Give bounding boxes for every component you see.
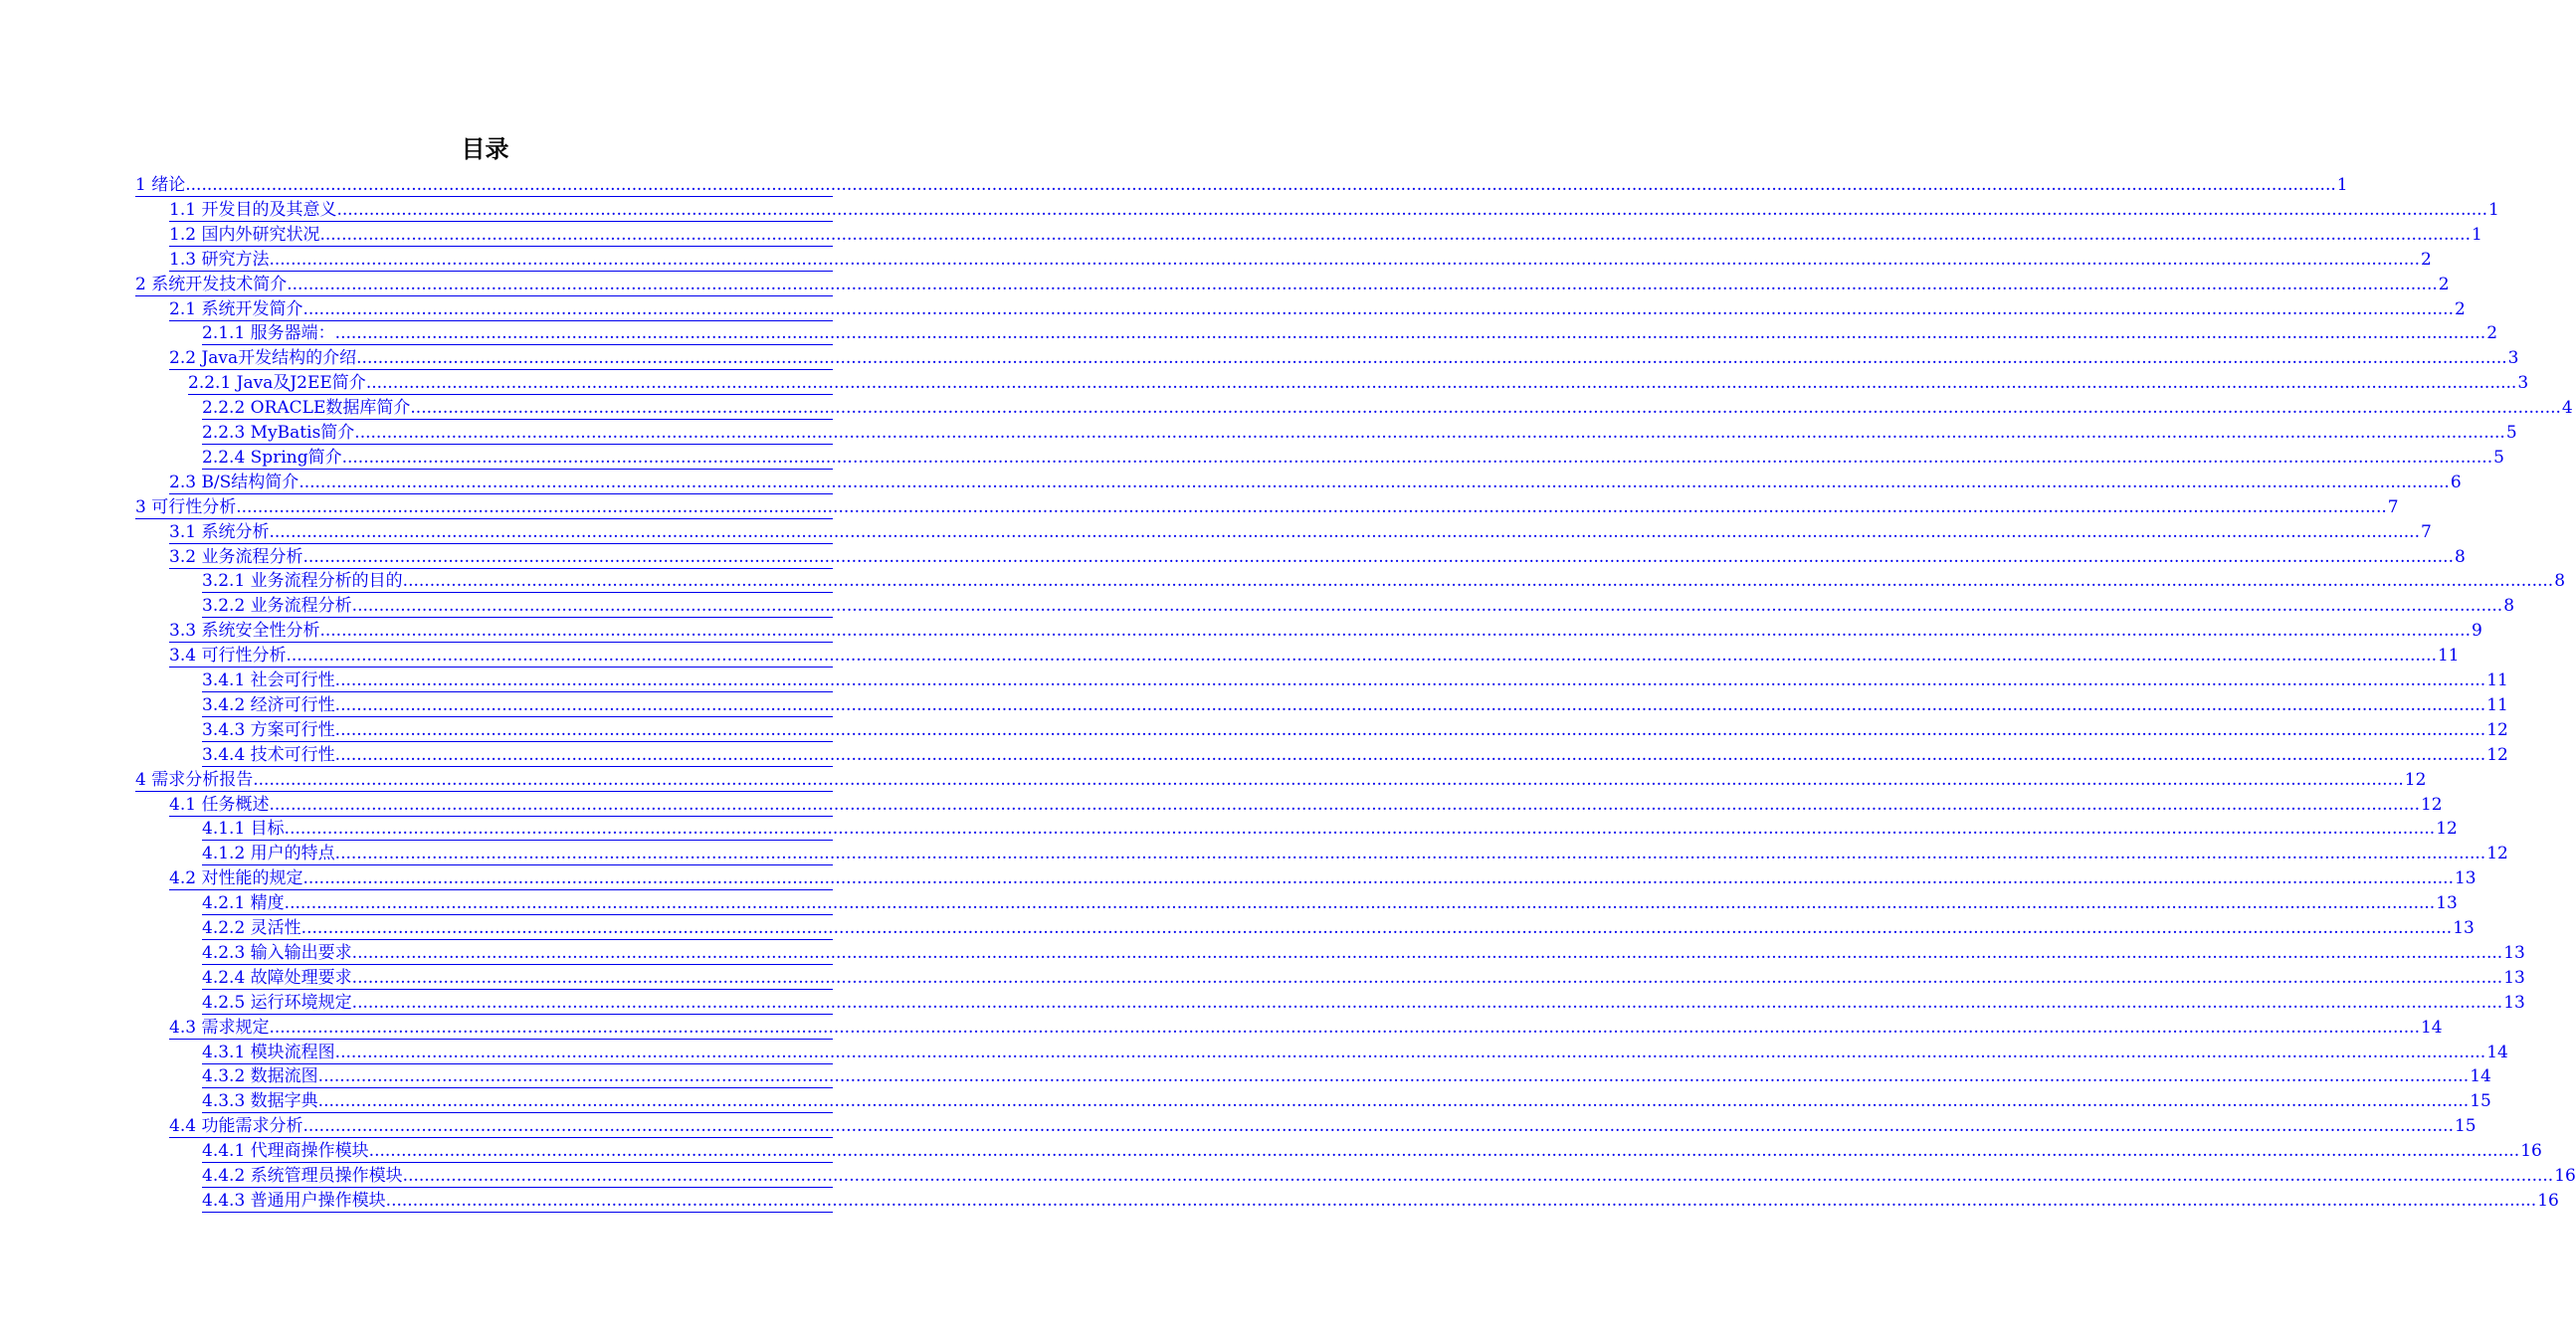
toc-entry[interactable] [169, 1015, 2443, 1040]
toc-entry-page-number: 13 [2503, 992, 2525, 1013]
toc-title: 目录 [461, 135, 509, 163]
toc-entry-leader: ................................................................................................................................................................................................................................................................................................................................................................................................................ [351, 967, 2503, 988]
toc-entry-page-number: 12 [2420, 794, 2443, 815]
toc-entry[interactable] [169, 519, 2432, 544]
toc-entry-leader: ................................................................................................................................................................................................................................................................................................................................................................................................................ [269, 521, 2420, 542]
toc-entry-label: 3.3 系统安全性分析 [169, 621, 320, 642]
toc-entry[interactable] [135, 272, 2450, 296]
toc-entry-label: 3.4.4 技术可行性 [202, 744, 335, 765]
toc-entry[interactable] [202, 717, 2508, 742]
toc-entry-page-number: 13 [2503, 967, 2525, 988]
toc-entry[interactable] [202, 1040, 2508, 1064]
toc-entry-leader: ................................................................................................................................................................................................................................................................................................................................................................................................................ [402, 1166, 2554, 1186]
toc-entry[interactable] [202, 445, 2504, 470]
toc-entry[interactable] [202, 965, 2525, 990]
toc-entry[interactable] [169, 865, 2477, 890]
toc-entry-label: 4.4.1 代理商操作模块 [202, 1141, 369, 1162]
toc-entry-page-number: 12 [2404, 769, 2427, 790]
toc-entry[interactable] [202, 1163, 2576, 1188]
toc-entry-label: 3.1 系统分析 [169, 521, 270, 542]
toc-entry-leader: ................................................................................................................................................................................................................................................................................................................................................................................................................ [253, 769, 2404, 790]
toc-entry-leader: ................................................................................................................................................................................................................................................................................................................................................................................................................ [269, 249, 2420, 270]
toc-entry-page-number: 11 [2486, 670, 2508, 690]
toc-entry-label: 2.2.3 MyBatis简介 [202, 423, 355, 443]
toc-entry-page-number: 8 [2554, 571, 2566, 592]
toc-entry-leader: ................................................................................................................................................................................................................................................................................................................................................................................................................ [334, 323, 2486, 344]
toc-entry-page-number: 5 [2493, 447, 2504, 468]
toc-entry-leader: ................................................................................................................................................................................................................................................................................................................................................................................................................ [284, 819, 2436, 840]
toc-entry-page-number: 7 [2420, 521, 2432, 542]
toc-entry[interactable] [169, 296, 2466, 321]
toc-entry-label: 1.1 开发目的及其意义 [169, 199, 337, 220]
toc-entry-label: 4.1.1 目标 [202, 819, 285, 840]
toc-entry-label: 3.4.1 社会可行性 [202, 670, 335, 690]
toc-entry-page-number: 13 [2453, 918, 2475, 938]
toc-entry-leader: ................................................................................................................................................................................................................................................................................................................................................................................................................ [317, 1091, 2470, 1112]
toc-entry-page-number: 13 [2436, 893, 2458, 914]
toc-entry-label: 3.2 业务流程分析 [169, 546, 303, 567]
toc-entry-label: 2.2.4 Spring简介 [202, 447, 342, 468]
toc-entry-leader: ................................................................................................................................................................................................................................................................................................................................................................................................................ [269, 794, 2420, 815]
toc-entry-page-number: 1 [2336, 175, 2348, 195]
toc-entry[interactable] [202, 1138, 2542, 1163]
toc-entry-page-number: 5 [2505, 423, 2517, 443]
toc-entry-label: 3 可行性分析 [135, 496, 237, 517]
toc-entry-label: 4.2.5 运行环境规定 [202, 992, 352, 1013]
toc-entry-label: 4.2.3 输入输出要求 [202, 942, 352, 963]
toc-entry-leader: ................................................................................................................................................................................................................................................................................................................................................................................................................ [284, 893, 2436, 914]
toc-entry-leader: ................................................................................................................................................................................................................................................................................................................................................................................................................ [336, 199, 2487, 220]
toc-entry[interactable] [188, 370, 2529, 395]
toc-entry[interactable] [169, 470, 2462, 494]
toc-entry[interactable] [169, 1113, 2477, 1138]
toc-entry-leader: ................................................................................................................................................................................................................................................................................................................................................................................................................ [356, 348, 2507, 369]
toc-entry-leader: ................................................................................................................................................................................................................................................................................................................................................................................................................ [300, 918, 2453, 938]
toc-entry-leader: ................................................................................................................................................................................................................................................................................................................................................................................................................ [341, 447, 2493, 468]
toc-entry-page-number: 9 [2471, 621, 2482, 642]
toc-entry-page-number: 13 [2454, 868, 2477, 889]
toc-entry-page-number: 3 [2517, 373, 2529, 394]
toc-entry-page-number: 11 [2486, 694, 2508, 715]
toc-entry-leader: ................................................................................................................................................................................................................................................................................................................................................................................................................ [410, 398, 2561, 419]
toc-entry-label: 2.2.1 Java及J2EE简介 [188, 373, 366, 394]
toc-entry-leader: ................................................................................................................................................................................................................................................................................................................................................................................................................ [302, 868, 2454, 889]
toc-entry-label: 4.2.4 故障处理要求 [202, 967, 352, 988]
toc-entry-page-number: 16 [2554, 1166, 2576, 1186]
toc-entry[interactable] [169, 197, 2499, 222]
toc-entry[interactable] [202, 816, 2458, 841]
toc-entry[interactable] [202, 890, 2458, 915]
toc-entry-label: 4.1 任务概述 [169, 794, 270, 815]
toc-entry-page-number: 14 [2470, 1066, 2491, 1087]
toc-entry-page-number: 13 [2503, 942, 2525, 963]
toc-entry-label: 1.3 研究方法 [169, 249, 270, 270]
toc-entry[interactable] [202, 1088, 2491, 1113]
toc-entry-page-number: 3 [2507, 348, 2519, 369]
toc-entry-label: 4.3.2 数据流图 [202, 1066, 318, 1087]
toc-entry-page-number: 8 [2454, 546, 2466, 567]
toc-entry-leader: ................................................................................................................................................................................................................................................................................................................................................................................................................ [334, 1042, 2486, 1062]
toc-entry[interactable] [169, 544, 2466, 569]
toc-entry[interactable] [135, 767, 2427, 792]
toc-entry-label: 1 绪论 [135, 175, 186, 195]
toc-entry-label: 3.4.2 经济可行性 [202, 694, 335, 715]
toc-entry-label: 4.4.3 普通用户操作模块 [202, 1190, 386, 1211]
toc-entry-label: 1.2 国内外研究状况 [169, 224, 320, 245]
toc-entry-label: 4.2 对性能的规定 [169, 868, 303, 889]
toc-entry[interactable] [202, 1063, 2491, 1088]
toc-entry[interactable] [202, 668, 2508, 692]
toc-entry[interactable] [135, 494, 2399, 519]
toc-entry-page-number: 12 [2436, 819, 2458, 840]
toc-entry-leader: ................................................................................................................................................................................................................................................................................................................................................................................................................ [185, 175, 2336, 195]
toc-entry[interactable] [202, 593, 2515, 618]
toc-entry-leader: ................................................................................................................................................................................................................................................................................................................................................................................................................ [368, 1141, 2520, 1162]
toc-entry-page-number: 12 [2486, 719, 2508, 740]
toc-entry[interactable] [169, 643, 2460, 668]
toc-entry-leader: ................................................................................................................................................................................................................................................................................................................................................................................................................ [302, 546, 2454, 567]
toc-entry[interactable] [169, 618, 2482, 643]
toc-entry[interactable] [169, 247, 2432, 272]
toc-entry-page-number: 2 [2454, 298, 2466, 319]
toc-entry[interactable] [202, 692, 2508, 717]
toc-entry[interactable] [202, 1188, 2559, 1213]
toc-entry-leader: ................................................................................................................................................................................................................................................................................................................................................................................................................ [302, 1116, 2454, 1137]
toc-entry[interactable] [202, 841, 2508, 865]
toc-entry-leader: ................................................................................................................................................................................................................................................................................................................................................................................................................ [317, 1066, 2470, 1087]
toc-entry-page-number: 6 [2450, 472, 2462, 492]
toc-entry-page-number: 1 [2487, 199, 2499, 220]
toc-entry-label: 3.4.3 方案可行性 [202, 719, 335, 740]
toc-entry-page-number: 15 [2454, 1116, 2477, 1137]
toc-entry[interactable] [169, 792, 2443, 817]
toc-entry[interactable] [202, 915, 2475, 940]
toc-entry-leader: ................................................................................................................................................................................................................................................................................................................................................................................................................ [298, 472, 2450, 492]
toc-entry-leader: ................................................................................................................................................................................................................................................................................................................................................................................................................ [351, 596, 2503, 617]
toc-entry-leader: ................................................................................................................................................................................................................................................................................................................................................................................................................ [351, 992, 2503, 1013]
toc-entry[interactable] [169, 345, 2519, 370]
toc-entry-page-number: 14 [2420, 1017, 2443, 1038]
toc-entry-leader: ................................................................................................................................................................................................................................................................................................................................................................................................................ [351, 942, 2503, 963]
toc-entry-leader: ................................................................................................................................................................................................................................................................................................................................................................................................................ [319, 621, 2471, 642]
toc-entry-label: 4.2.2 灵活性 [202, 918, 301, 938]
toc-entry-page-number: 4 [2561, 398, 2573, 419]
toc-entry-page-number: 14 [2486, 1042, 2508, 1062]
toc-entry[interactable] [202, 395, 2573, 420]
toc-entry-leader: ................................................................................................................................................................................................................................................................................................................................................................................................................ [402, 571, 2554, 592]
toc-entry-label: 2.1 系统开发简介 [169, 298, 303, 319]
toc-entry-page-number: 12 [2486, 744, 2508, 765]
toc-entry[interactable] [202, 320, 2498, 345]
toc-entry-label: 3.2.2 业务流程分析 [202, 596, 352, 617]
toc-entry[interactable] [202, 990, 2525, 1015]
toc-entry[interactable] [202, 940, 2525, 965]
toc-entry-leader: ................................................................................................................................................................................................................................................................................................................................................................................................................ [302, 298, 2454, 319]
toc-entry-leader: ................................................................................................................................................................................................................................................................................................................................................................................................................ [269, 1017, 2420, 1038]
toc-entry-page-number: 8 [2503, 596, 2515, 617]
toc-entry[interactable] [169, 222, 2482, 247]
toc-entry-label: 4.4.2 系统管理员操作模块 [202, 1166, 403, 1186]
toc-entry-label: 2.2.2 ORACLE数据库简介 [202, 398, 411, 419]
toc-entry-leader: ................................................................................................................................................................................................................................................................................................................................................................................................................ [385, 1190, 2537, 1211]
toc-entry-leader: ................................................................................................................................................................................................................................................................................................................................................................................................................ [365, 373, 2517, 394]
toc-entry-page-number: 2 [2486, 323, 2498, 344]
toc-entry-leader: ................................................................................................................................................................................................................................................................................................................................................................................................................ [334, 694, 2486, 715]
toc-entry-page-number: 1 [2471, 224, 2482, 245]
toc-entry-page-number: 7 [2387, 496, 2399, 517]
toc-entry-page-number: 16 [2537, 1190, 2559, 1211]
toc-entry[interactable] [202, 568, 2566, 593]
toc-entry-label: 4.3 需求规定 [169, 1017, 270, 1038]
toc-entry-page-number: 2 [2420, 249, 2432, 270]
toc-entry-leader: ................................................................................................................................................................................................................................................................................................................................................................................................................ [334, 719, 2486, 740]
toc-entry-leader: ................................................................................................................................................................................................................................................................................................................................................................................................................ [319, 224, 2471, 245]
toc-entry-leader: ................................................................................................................................................................................................................................................................................................................................................................................................................ [334, 844, 2486, 864]
toc-entry-label: 3.2.1 业务流程分析的目的 [202, 571, 403, 592]
toc-entry-label: 4.3.3 数据字典 [202, 1091, 318, 1112]
toc-entry-page-number: 15 [2470, 1091, 2491, 1112]
toc-entry-leader: ................................................................................................................................................................................................................................................................................................................................................................................................................ [334, 670, 2486, 690]
toc-entry-label: 2.3 B/S结构简介 [169, 472, 299, 492]
toc-entry-label: 2 系统开发技术简介 [135, 274, 288, 294]
toc-entry-page-number: 2 [2438, 274, 2450, 294]
toc-entry-label: 4.1.2 用户的特点 [202, 844, 335, 864]
toc-entry-label: 4.2.1 精度 [202, 893, 285, 914]
toc-entry-label: 2.2 Java开发结构的介绍 [169, 348, 357, 369]
toc-entry[interactable] [202, 742, 2508, 767]
toc-entry-label: 3.4 可行性分析 [169, 646, 287, 667]
toc-entry-leader: ................................................................................................................................................................................................................................................................................................................................................................................................................ [287, 274, 2438, 294]
toc-entry-label: 2.1.1 服务器端： [202, 323, 335, 344]
toc-entry-label: 4.3.1 模块流程图 [202, 1042, 335, 1062]
toc-entry-leader: ................................................................................................................................................................................................................................................................................................................................................................................................................ [236, 496, 2387, 517]
toc-entry-page-number: 11 [2437, 646, 2460, 667]
toc-entry-leader: ................................................................................................................................................................................................................................................................................................................................................................................................................ [354, 423, 2505, 443]
toc-entry-label: 4 需求分析报告 [135, 769, 254, 790]
toc-entry[interactable] [202, 420, 2517, 445]
toc-entry-leader: ................................................................................................................................................................................................................................................................................................................................................................................................................ [334, 744, 2486, 765]
toc-entry-page-number: 12 [2486, 844, 2508, 864]
toc-entry-leader: ................................................................................................................................................................................................................................................................................................................................................................................................................ [286, 646, 2437, 667]
toc-entry-page-number: 16 [2520, 1141, 2542, 1162]
toc-entry-label: 4.4 功能需求分析 [169, 1116, 303, 1137]
toc-entry[interactable] [135, 172, 2348, 197]
